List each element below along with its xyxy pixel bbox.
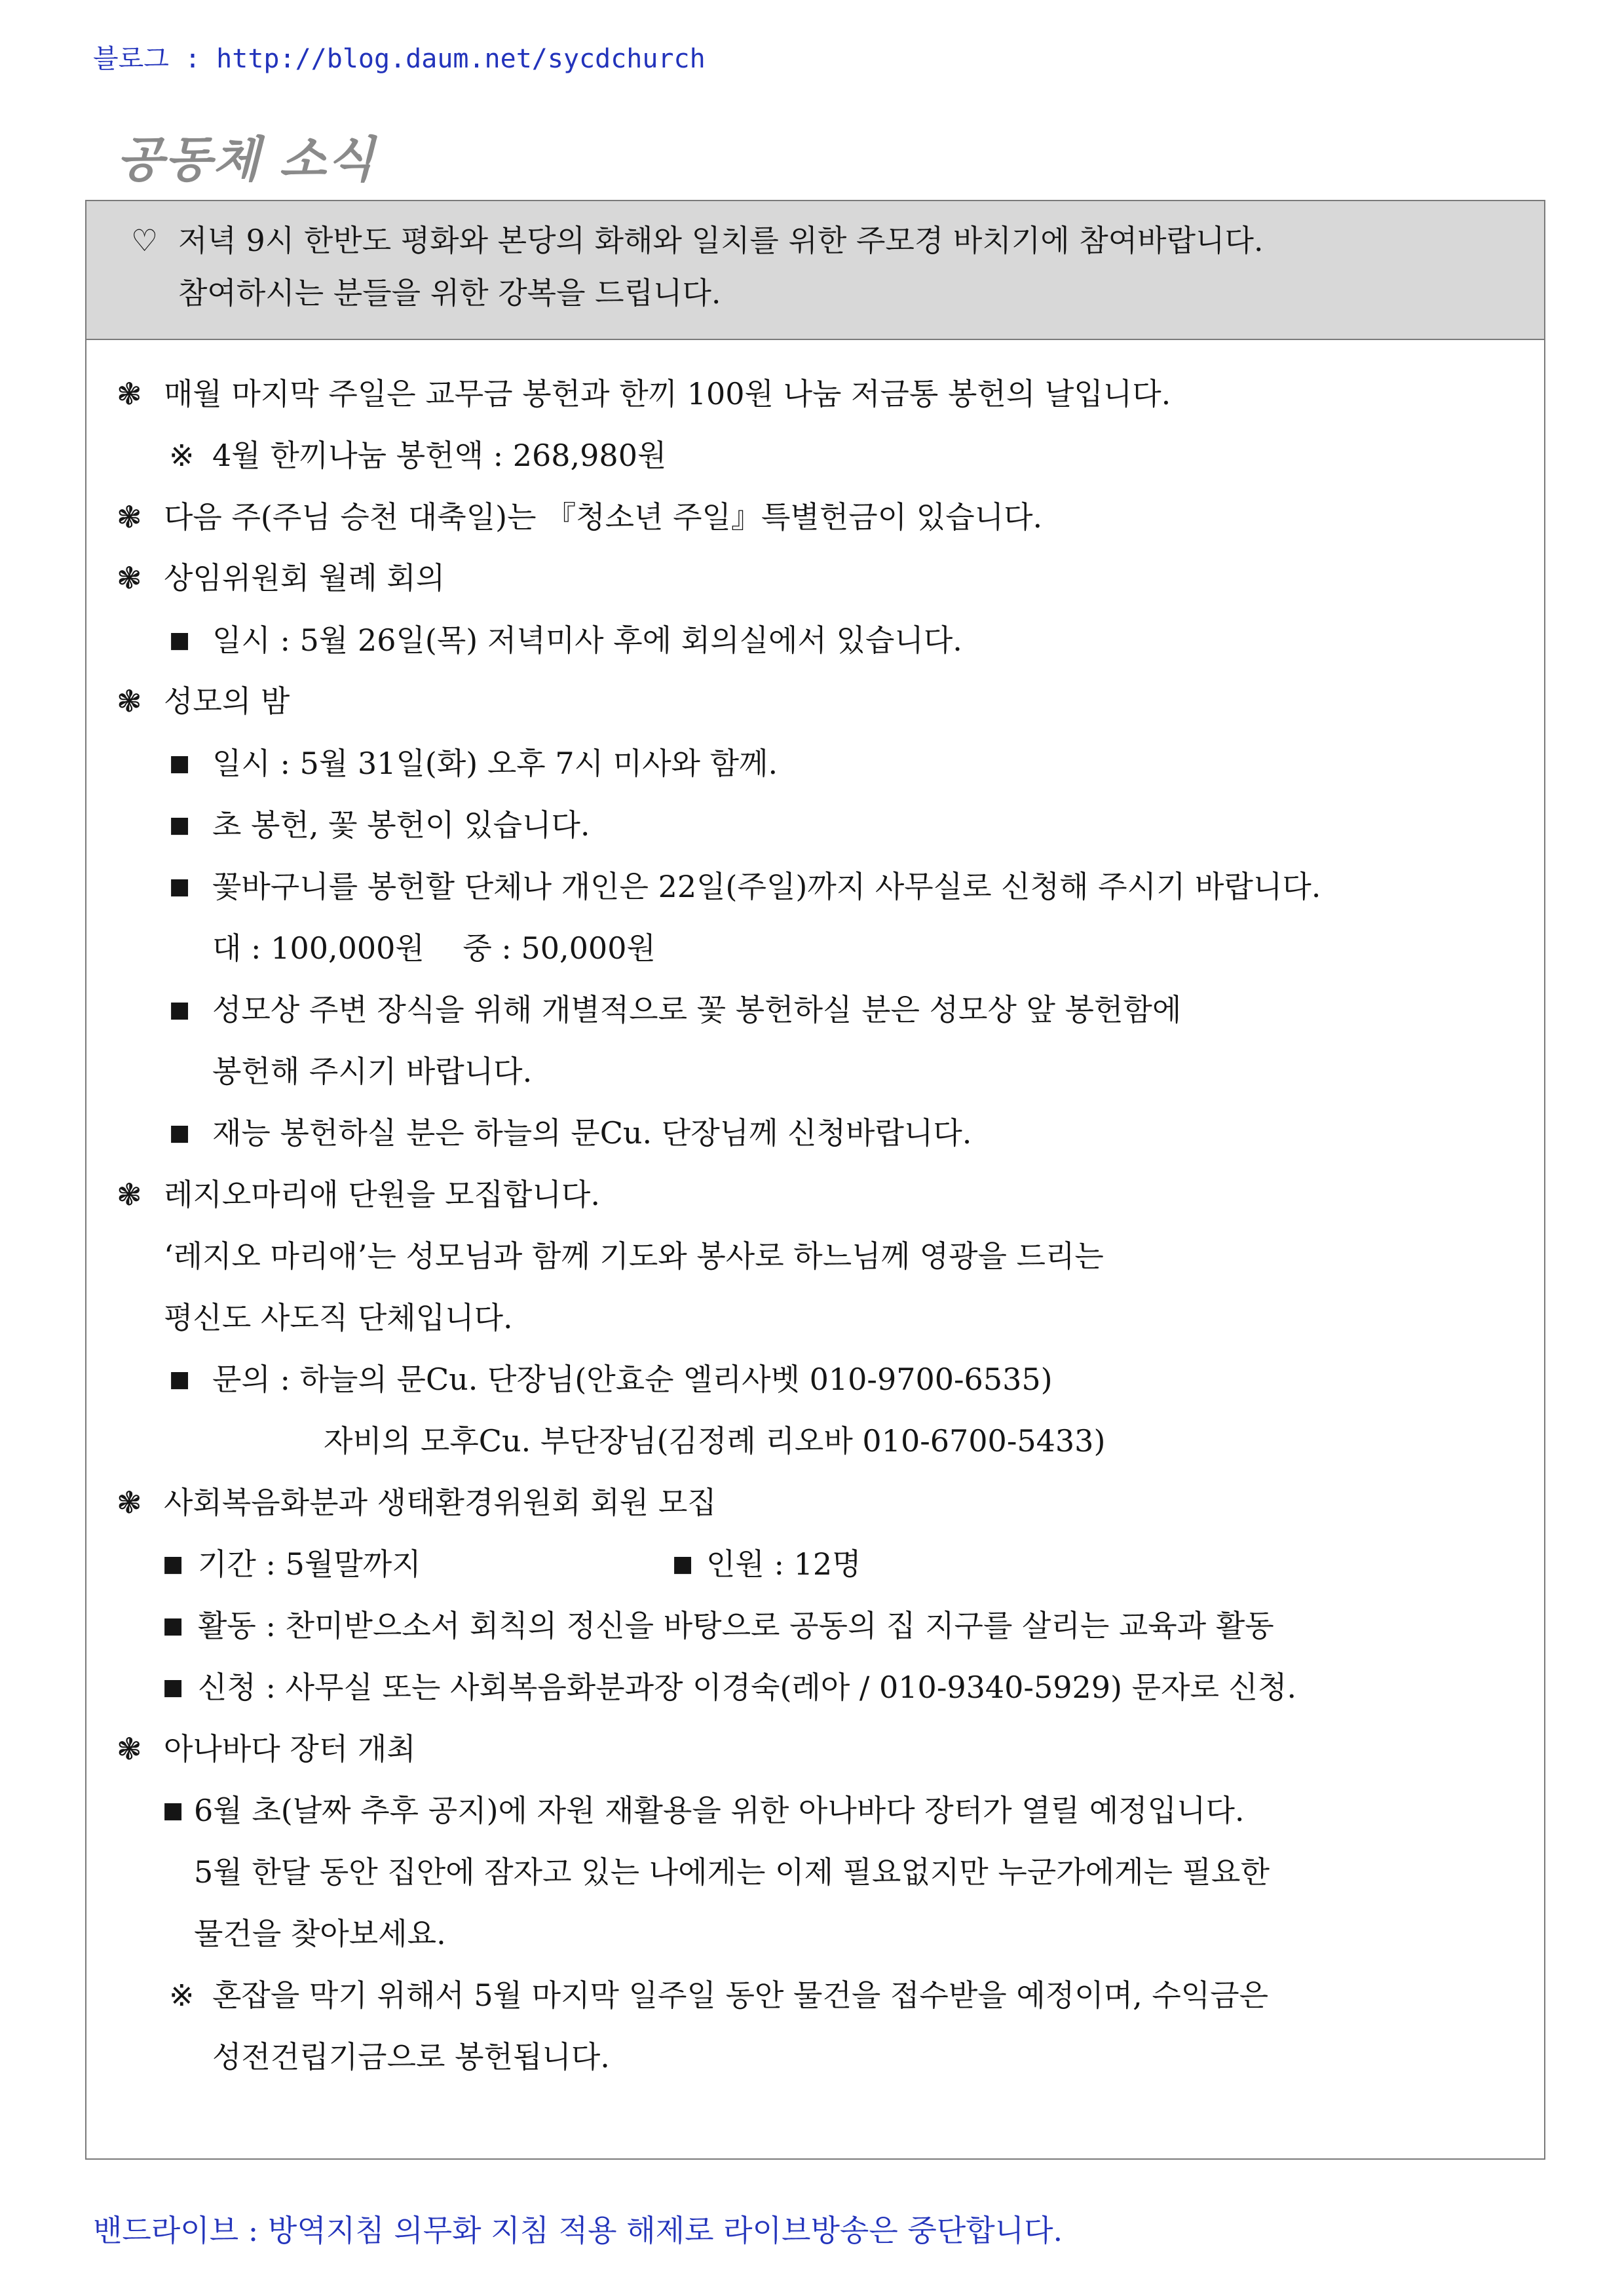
legio-contact-2: 자비의 모후Cu. 부단장님(김정례 리오바 010-6700-5433)	[324, 1423, 1106, 1459]
prayer-banner	[86, 201, 1544, 340]
blog-url: 블로그 : http://blog.daum.net/sycdchurch	[93, 44, 706, 74]
social-apply: 신청 : 사무실 또는 사회복음화분과장 이경숙(레아 / 010-9340-5929) 문자로 신청.	[198, 1670, 1297, 1705]
square-bullet-icon: ■	[169, 997, 191, 1023]
legio-contact-1: 문의 : 하늘의 문Cu. 단장님(안효순 엘리사벳 010-9700-6535)	[212, 1362, 1053, 1397]
legio-title: 레지오마리애 단원을 모집합니다.	[164, 1177, 600, 1212]
mary-night-basket-price: 대 : 100,000원 중 : 50,000원	[212, 930, 656, 966]
square-bullet-icon: ■	[169, 873, 191, 900]
committee-schedule: 일시 : 5월 26일(목) 저녁미사 후에 회의실에서 있습니다.	[212, 622, 962, 658]
square-bullet-icon: ■	[162, 1613, 184, 1639]
mary-night-talent: 재능 봉헌하실 분은 하늘의 문Cu. 단장님께 신청바랍니다.	[212, 1115, 972, 1151]
band-live-notice: 밴드라이브 : 방역지침 의무화 지침 적용 해제로 라이브방송은 중단합니다.	[93, 2213, 1063, 2248]
heart-icon: ♡	[131, 223, 159, 258]
banner-line-1: 저녁 9시 한반도 평화와 본당의 화해와 일치를 위한 주모경 바치기에 참여바랍니다.	[178, 223, 1264, 258]
flower-icon: ❃	[117, 560, 142, 596]
flower-icon: ❃	[117, 1731, 142, 1767]
notice-box	[85, 200, 1545, 2160]
market-title: 아나바다 장터 개최	[164, 1731, 416, 1767]
mary-night-decoration-1: 성모상 주변 장식을 위해 개별적으로 꽃 봉헌하실 분은 성모상 앞 봉헌함에	[212, 992, 1182, 1027]
square-bullet-icon: ■	[169, 1366, 191, 1392]
market-note-1: 혼잡을 막기 위해서 5월 마지막 일주일 동안 물건을 접수받을 예정이며, 수익금은	[212, 1978, 1269, 2013]
square-bullet-icon: ■	[162, 1797, 184, 1824]
mary-night-title: 성모의 밤	[164, 683, 290, 719]
note-icon: ※	[169, 438, 195, 473]
legio-desc-1: ‘레지오 마리애’는 성모님과 함께 기도와 봉사로 하느님께 영광을 드리는	[164, 1238, 1104, 1274]
offering-note: 4월 한끼나눔 봉헌액 : 268,980원	[212, 438, 667, 473]
mary-night-schedule: 일시 : 5월 31일(화) 오후 7시 미사와 함께.	[212, 746, 778, 781]
flower-icon: ❃	[117, 376, 142, 411]
market-note-2: 성전건립기금으로 봉헌됩니다.	[212, 2039, 610, 2075]
square-bullet-icon: ■	[169, 627, 191, 653]
committee-title: 상임위원회 월례 회의	[164, 560, 445, 596]
legio-desc-2: 평신도 사도직 단체입니다.	[164, 1300, 513, 1335]
mary-night-offering: 초 봉헌, 꽃 봉헌이 있습니다.	[212, 807, 590, 843]
square-bullet-icon: ■	[162, 1674, 184, 1700]
banner-line-2: 참여하시는 분들을 위한 강복을 드립니다.	[178, 275, 721, 311]
offering-title: 매월 마지막 주일은 교무금 봉헌과 한끼 100원 나눔 저금통 봉헌의 날입니다.	[164, 376, 1171, 411]
social-period: 기간 : 5월말까지	[198, 1546, 421, 1582]
square-bullet-icon: ■	[162, 1551, 184, 1577]
square-bullet-icon: ■	[169, 812, 191, 838]
flower-icon: ❃	[117, 1177, 142, 1212]
square-bullet-icon: ■	[169, 1120, 191, 1146]
youth-title: 다음 주(주님 승천 대축일)는 『청소년 주일』특별헌금이 있습니다.	[164, 499, 1043, 535]
social-title: 사회복음화분과 생태환경위원회 회원 모집	[164, 1485, 717, 1520]
square-bullet-icon: ■	[169, 750, 191, 776]
square-bullet-icon: ■	[672, 1551, 694, 1577]
market-desc-3: 물건을 찾아보세요.	[194, 1916, 446, 1951]
mary-night-basket: 꽃바구니를 봉헌할 단체나 개인은 22일(주일)까지 사무실로 신청해 주시기 바랍니다.	[212, 869, 1321, 904]
flower-icon: ❃	[117, 683, 142, 719]
social-activity: 활동 : 찬미받으소서 회칙의 정신을 바탕으로 공동의 집 지구를 살리는 교육과 활동	[198, 1608, 1274, 1643]
mary-night-decoration-2: 봉헌해 주시기 바랍니다.	[212, 1054, 533, 1089]
market-desc-2: 5월 한달 동안 집안에 잠자고 있는 나에게는 이제 필요없지만 누군가에게는 필요한	[194, 1854, 1270, 1890]
social-members: 인원 : 12명	[706, 1546, 861, 1582]
note-icon: ※	[169, 1978, 195, 2013]
flower-icon: ❃	[117, 1485, 142, 1520]
market-desc-1: 6월 초(날짜 추후 공지)에 자원 재활용을 위한 아나바다 장터가 열릴 예정입니다.	[194, 1793, 1245, 1828]
flower-icon: ❃	[117, 499, 142, 535]
section-title: 공동체 소식	[117, 132, 376, 188]
